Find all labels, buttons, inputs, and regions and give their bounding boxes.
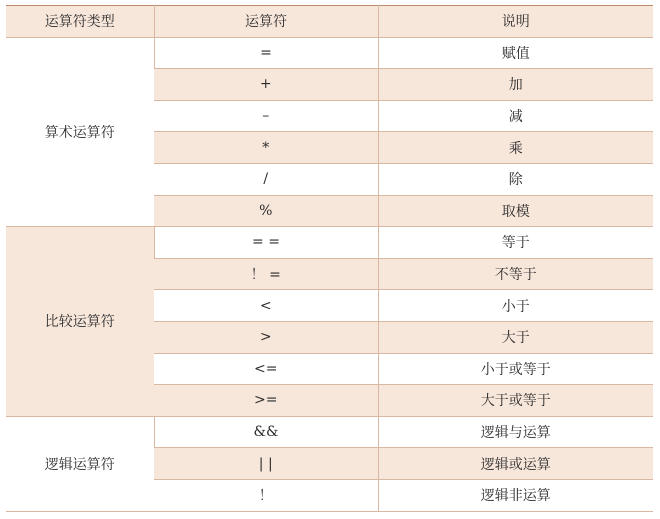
operator-cell: /: [154, 163, 378, 195]
description-cell: 等于: [378, 227, 653, 259]
description-cell: 逻辑与运算: [378, 416, 653, 448]
header-operator: 运算符: [154, 6, 378, 38]
description-cell: 小于: [378, 290, 653, 322]
description-cell: 乘: [378, 132, 653, 164]
description-cell: 加: [378, 69, 653, 101]
description-cell: 大于或等于: [378, 385, 653, 417]
operator-cell: %: [154, 195, 378, 227]
operator-cell: >: [154, 321, 378, 353]
operator-table: [6, 5, 653, 512]
description-cell: 逻辑非运算: [378, 479, 653, 511]
operator-cell: =: [154, 37, 378, 69]
operator-cell: +: [154, 69, 378, 101]
description-cell: 除: [378, 163, 653, 195]
operator-cell: | |: [154, 448, 378, 480]
table-row: [6, 227, 653, 259]
operator-cell: –: [154, 100, 378, 132]
description-cell: 小于或等于: [378, 353, 653, 385]
operator-cell: &&: [154, 416, 378, 448]
table-body: [6, 37, 653, 511]
description-cell: 逻辑或运算: [378, 448, 653, 480]
header-operator-type: 运算符类型: [6, 6, 154, 38]
operator-cell: ！ =: [154, 258, 378, 290]
operator-cell: *: [154, 132, 378, 164]
table-row: [6, 37, 653, 69]
operator-cell: <: [154, 290, 378, 322]
description-cell: 赋值: [378, 37, 653, 69]
header-row: [6, 6, 653, 38]
operator-cell: = =: [154, 227, 378, 259]
description-cell: 大于: [378, 321, 653, 353]
table-row: [6, 416, 653, 448]
operator-cell: ！: [154, 479, 378, 511]
description-cell: 不等于: [378, 258, 653, 290]
category-cell: 算术运算符: [6, 37, 154, 227]
description-cell: 减: [378, 100, 653, 132]
category-cell: 比较运算符: [6, 227, 154, 417]
description-cell: 取模: [378, 195, 653, 227]
operator-cell: >=: [154, 385, 378, 417]
category-cell: 逻辑运算符: [6, 416, 154, 511]
operator-cell: <=: [154, 353, 378, 385]
header-description: 说明: [378, 6, 653, 38]
